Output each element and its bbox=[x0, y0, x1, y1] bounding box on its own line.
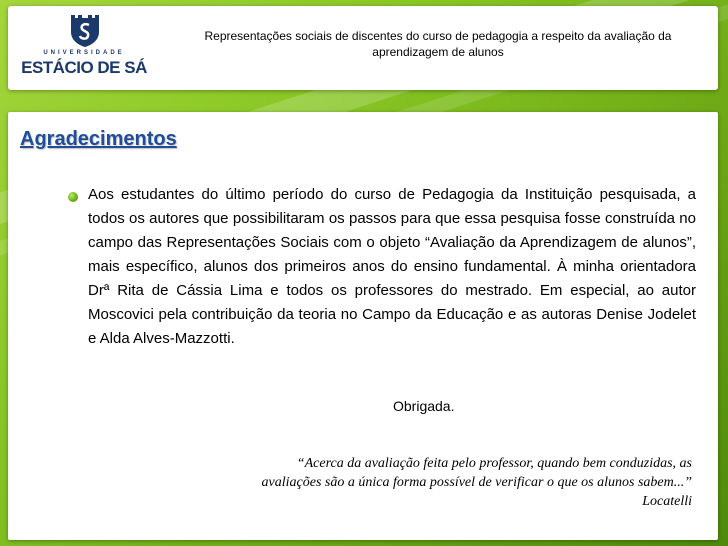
page-title: Agradecimentos bbox=[20, 128, 177, 150]
bullet-icon bbox=[68, 192, 78, 202]
acknowledgement-paragraph: Aos estudantes do último período do curso de Pedagogia da Instituição pesquisada, a todos os autores que possibilitaram os passos para que essa pesquisa fosse construída no campo das Representações Sociais com o objeto “Avaliação da Aprendizagem de alunos”, mais específico, alunos dos primeiros anos do ensino fundamental. À minha orientadora Drª Rita de Cássia Lima e todos os professores do mestrado. Em especial, ao autor Moscovici pela contribuição da teoria no Campo da Educação e as autoras Denise Jodelet e Alda Alves-Mazzotti. bbox=[88, 186, 696, 347]
quote-author: Locatelli bbox=[642, 494, 692, 509]
header-banner bbox=[8, 6, 718, 90]
presentation-title bbox=[168, 28, 708, 68]
title-line-2: aprendizagem de alunos bbox=[372, 45, 504, 59]
content-panel bbox=[8, 112, 718, 540]
quote-line-2: avaliações são a única forma possível de verificar o que os alunos sabem...” bbox=[261, 475, 692, 490]
logo-university-text: UNIVERSIDADE bbox=[43, 50, 125, 56]
university-logo bbox=[18, 10, 150, 84]
shield-icon bbox=[68, 14, 102, 48]
title-line-1: Representações sociais de discentes do curso de pedagogia a respeito da avaliação da bbox=[204, 29, 672, 43]
quote-block bbox=[178, 454, 692, 511]
quote-line-1: “Acerca da avaliação feita pelo professor, quando bem conduzidas, as bbox=[296, 456, 692, 471]
logo-name-text: ESTÁCIO DE SÁ bbox=[21, 58, 147, 77]
thanks-text: Obrigada. bbox=[393, 398, 455, 414]
